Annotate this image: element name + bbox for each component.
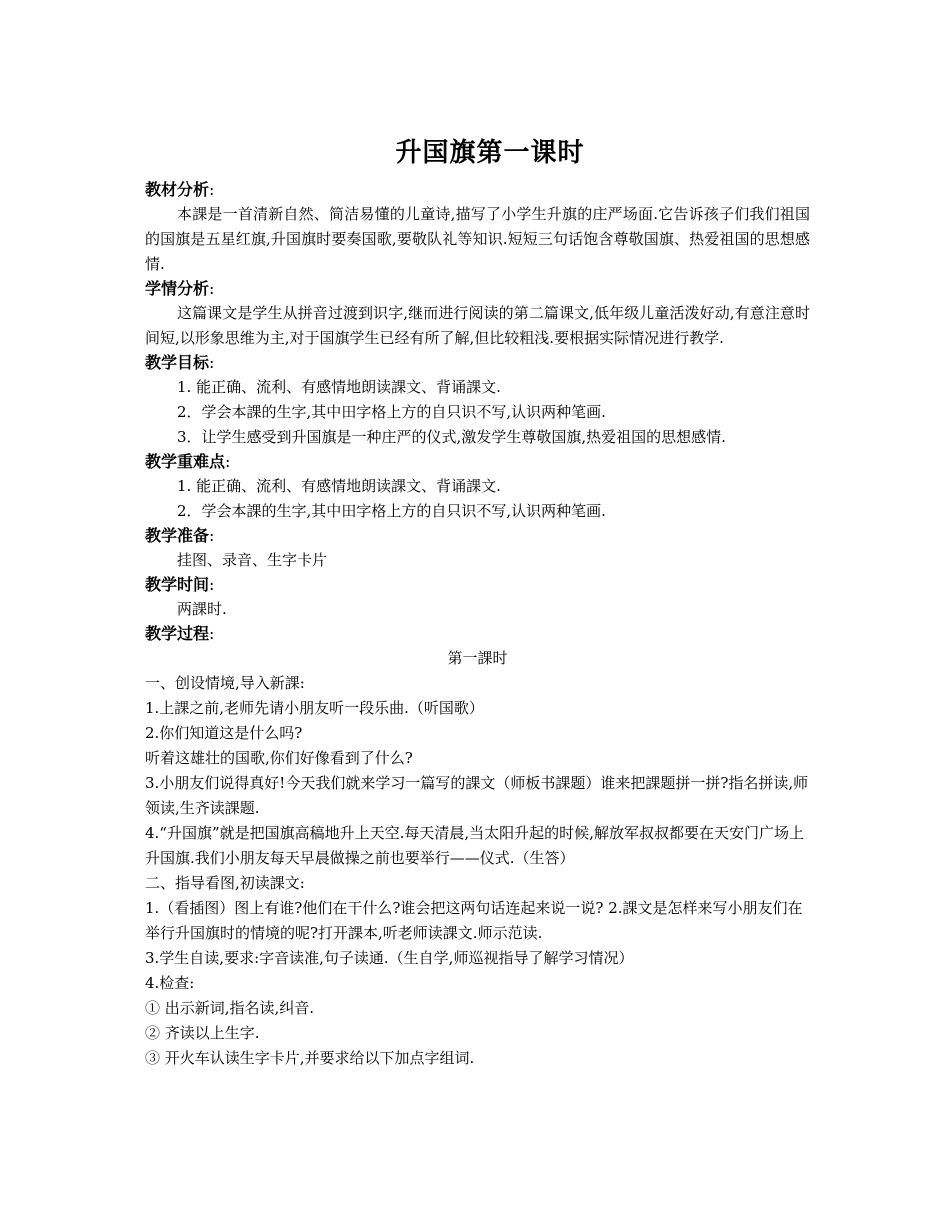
process-line: ② 齐读以上生字. — [145, 1024, 260, 1042]
section-heading: 教学时间: — [145, 575, 215, 594]
document-title: 升国旗第一课时 — [395, 138, 585, 168]
section-paragraph: 本課是一首清新自然、简洁易懂的儿童诗,描写了小学生升旗的庄严场面.它告诉孩子们我们祖国的国旗是五星红旗,升国旗时要奏国歌,要敬队礼等知识.短短三句话饱含尊敬国旗、热爱祖国的思想感情. — [145, 205, 810, 273]
section-heading: 教学目标: — [145, 353, 215, 372]
process-line: ① 出示新词,指名读,纠音. — [145, 999, 315, 1017]
document-body — [145, 178, 810, 1071]
section-heading: 教材分析: — [145, 180, 215, 199]
process-line: 3.小朋友们说得真好!今天我们就来学习一篇写的課文（师板书課题）谁来把課题拼一拼?指名拼读,师领读,生齐读課题. — [145, 774, 809, 817]
list-item: 2．学会本課的生字,其中田字格上方的自只识不写,认识两种笔画. — [177, 502, 606, 520]
process-line: 3.学生自读,要求:字音读准,句子读通.（生自学,师巡视指导了解学习情况） — [145, 949, 634, 967]
list-item: 3．让学生感受到升国旗是一种庄严的仪式,激发学生尊敬国旗,热爱祖国的思想感情. — [177, 428, 726, 446]
process-line: ③ 开火车认读生字卡片,并要求给以下加点字组词. — [145, 1049, 475, 1067]
process-line: 一、创设情境,导入新課: — [145, 674, 305, 692]
process-line: 1.（看插图）图上有谁?他们在干什么?谁会把这两句话连起来说一说? 2.課文是怎样来写小朋友们在举行升国旗时的情境的呢?打开課本,听老师读課文.师示范读. — [145, 899, 803, 942]
list-item: 1. 能正确、流利、有感情地朗读課文、背诵課文. — [177, 477, 501, 495]
process-line: 4.检查: — [145, 974, 195, 992]
section-heading: 学情分析: — [145, 279, 215, 298]
process-line: 4.“升国旗”就是把国旗高稿地升上天空.每天清晨,当太阳升起的时候,解放军叔叔都要在天安门广场上升国旗.我们小朋友每天早晨做操之前也要举行——仪式.（生答） — [145, 824, 804, 867]
list-item: 两課时. — [177, 600, 227, 618]
section-heading: 教学过程: — [145, 624, 215, 643]
process-line: 二、指导看图,初读課文: — [145, 874, 305, 892]
section-heading: 教学重难点: — [145, 452, 231, 471]
section-paragraph: 这篇课文是学生从拼音过渡到识字,继而进行阅读的第二篇课文,低年级儿童活泼好动,有意注意时间短,以形象思维为主,对于国旗学生已经有所了解,但比较粗浅.要根据实际情况进行教学. — [145, 304, 810, 347]
section-heading: 教学准备: — [145, 526, 215, 545]
process-line: 2.你们知道这是什么吗? — [145, 724, 303, 742]
list-item: 1. 能正确、流利、有感情地朗读課文、背诵課文. — [177, 378, 501, 396]
process-line: 听着这雄壮的国歌,你们好像看到了什么? — [145, 749, 413, 767]
lesson-subtitle: 第一課时 — [447, 649, 508, 667]
list-item: 2．学会本課的生字,其中田字格上方的自只识不写,认识两种笔画. — [177, 403, 606, 421]
list-item: 挂图、录音、生字卡片 — [177, 551, 328, 569]
process-line: 1.上課之前,老师先请小朋友听一段乐曲.（听国歌） — [145, 699, 484, 717]
